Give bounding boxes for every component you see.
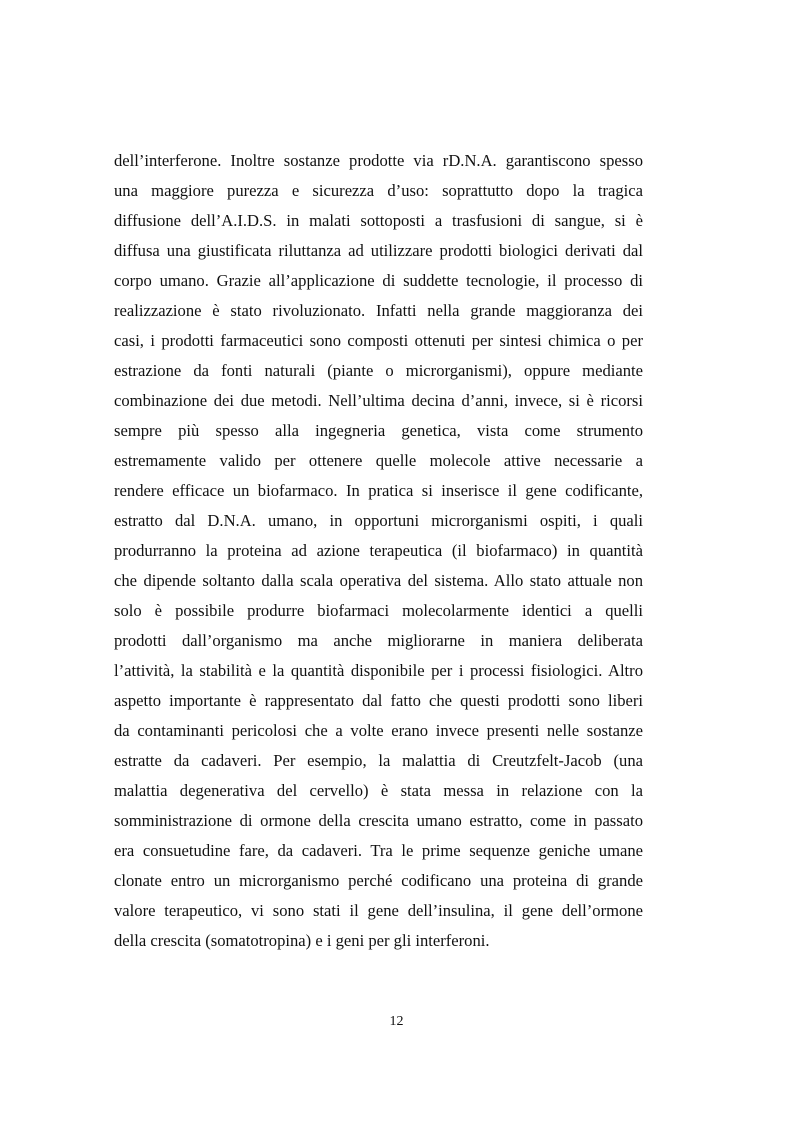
text-line: era consuetudine fare, da cadaveri. Tra le prime sequenze geniche umane bbox=[114, 841, 643, 860]
text-line: realizzazione è stato rivoluzionato. Infatti nella grande maggioranza dei bbox=[114, 301, 643, 320]
text-line: produrranno la proteina ad azione terapeutica (il biofarmaco) in quantità bbox=[114, 541, 643, 560]
text-line: l’attività, la stabilità e la quantità disponibile per i processi fisiologici. Altro bbox=[114, 661, 643, 680]
text-line: una maggiore purezza e sicurezza d’uso: soprattutto dopo la tragica bbox=[114, 181, 643, 200]
text-line: prodotti dall’organismo ma anche migliorarne in maniera deliberata bbox=[114, 631, 643, 650]
text-line: clonate entro un microrganismo perché codificano una proteina di grande bbox=[114, 871, 643, 890]
text-line: dell’interferone. Inoltre sostanze prodotte via rD.N.A. garantiscono spesso bbox=[114, 151, 643, 170]
text-line: estremamente valido per ottenere quelle molecole attive necessarie a bbox=[114, 451, 643, 470]
text-line: aspetto importante è rappresentato dal fatto che questi prodotti sono liberi bbox=[114, 691, 643, 710]
text-line: valore terapeutico, vi sono stati il gene dell’insulina, il gene dell’ormone bbox=[114, 901, 643, 920]
text-line: che dipende soltanto dalla scala operativa del sistema. Allo stato attuale non bbox=[114, 571, 643, 590]
body-paragraph bbox=[114, 146, 643, 956]
text-line: estratte da cadaveri. Per esempio, la malattia di Creutzfelt-Jacob (una bbox=[114, 751, 643, 770]
text-line: della crescita (somatotropina) e i geni per gli interferoni. bbox=[114, 931, 490, 950]
text-line: solo è possibile produrre biofarmaci molecolarmente identici a quelli bbox=[114, 601, 643, 620]
text-line: da contaminanti pericolosi che a volte erano invece presenti nelle sostanze bbox=[114, 721, 643, 740]
text-line: malattia degenerativa del cervello) è stata messa in relazione con la bbox=[114, 781, 643, 800]
text-line: corpo umano. Grazie all’applicazione di suddette tecnologie, il processo di bbox=[114, 271, 643, 290]
page-number: 12 bbox=[389, 1014, 404, 1029]
text-line: estrazione da fonti naturali (piante o microrganismi), oppure mediante bbox=[114, 361, 643, 380]
text-line: somministrazione di ormone della crescita umano estratto, come in passato bbox=[114, 811, 643, 830]
text-line: rendere efficace un biofarmaco. In pratica si inserisce il gene codificante, bbox=[114, 481, 643, 500]
text-line: diffusa una giustificata riluttanza ad utilizzare prodotti biologici derivati dal bbox=[114, 241, 643, 260]
text-line: combinazione dei due metodi. Nell’ultima decina d’anni, invece, si è ricorsi bbox=[114, 391, 643, 410]
text-line: diffusione dell’A.I.D.S. in malati sottoposti a trasfusioni di sangue, si è bbox=[114, 211, 643, 230]
text-line: casi, i prodotti farmaceutici sono composti ottenuti per sintesi chimica o per bbox=[114, 331, 643, 350]
text-line: sempre più spesso alla ingegneria genetica, vista come strumento bbox=[114, 421, 643, 440]
text-line: estratto dal D.N.A. umano, in opportuni microrganismi ospiti, i quali bbox=[114, 511, 643, 530]
